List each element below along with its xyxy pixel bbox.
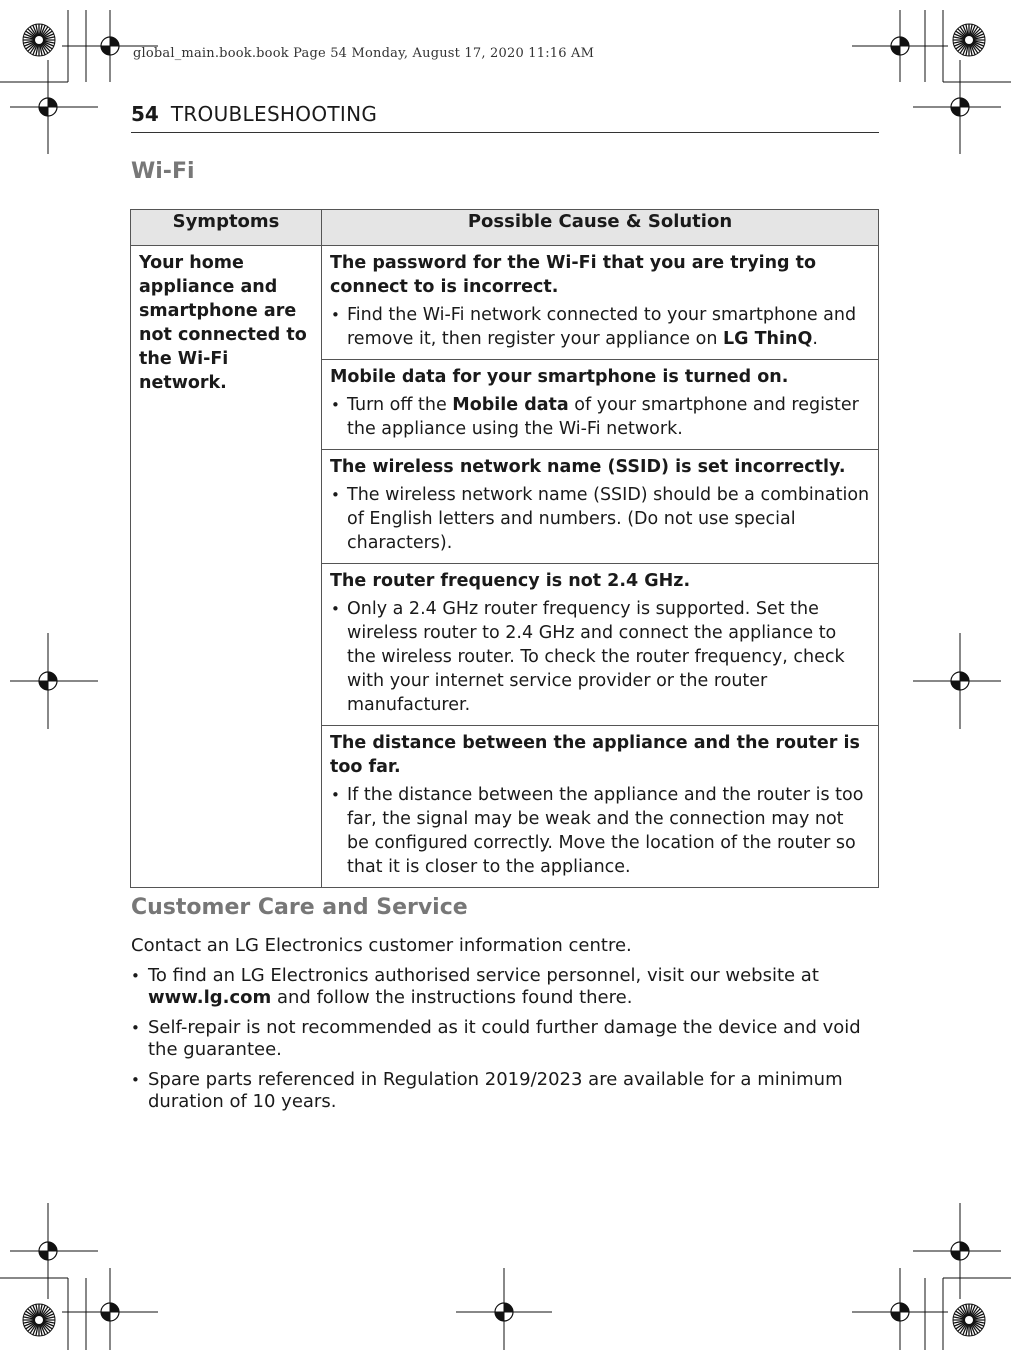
customer-care-list (131, 965, 881, 1121)
troubleshooting-table (130, 209, 879, 888)
symptom-cell: Your home appliance and smartphone are not connected to the Wi-Fi network. (131, 246, 322, 888)
list-item-text: To find an LG Electronics authorised service personnel, visit our website at (148, 965, 819, 986)
solution-text-end: of your smartphone and register the appliance using the Wi-Fi network. (347, 395, 859, 439)
chapter-title: TROUBLESHOOTING (170, 102, 378, 126)
solution-cell (322, 246, 879, 360)
solution-cell (322, 564, 879, 726)
list-item: • Spare parts referenced in Regulation 2019/2023 are available for a minimum duration of 10 years. (131, 1069, 881, 1113)
cause-text: The distance between the appliance and the router is too far. (330, 733, 860, 777)
running-header (131, 101, 879, 133)
page-number: 54 (131, 102, 159, 126)
list-item: • Self-repair is not recommended as it could further damage the device and void the guarantee. (131, 1017, 881, 1061)
solution-text-end: . (812, 329, 818, 349)
solution-item: • The wireless network name (SSID) should be a combination of English letters and numbers. (Do not use special characters). (330, 483, 870, 555)
solution-list (330, 597, 870, 717)
cause-text: The wireless network name (SSID) is set incorrectly. (330, 457, 846, 477)
wifi-section-title: Wi-Fi (131, 159, 195, 184)
solution-item: • Only a 2.4 GHz router frequency is supported. Set the wireless router to 2.4 GHz and connect the appliance to the wireless router. To check the router frequency, check with your internet service provider or the router manufacturer. (330, 597, 870, 717)
solution-text: Turn off the (347, 395, 453, 415)
solution-cell (322, 360, 879, 450)
solution-item (330, 303, 870, 351)
solution-list (330, 783, 870, 879)
customer-care-intro: Contact an LG Electronics customer information centre. (131, 935, 632, 956)
solution-cell (322, 450, 879, 564)
table-header-row (131, 210, 879, 246)
app-name: LG ThinQ (723, 329, 813, 349)
solution-item (330, 393, 870, 441)
solution-cell (322, 726, 879, 888)
cause-text: The password for the Wi-Fi that you are trying to connect to is incorrect. (330, 253, 817, 297)
table-row (131, 246, 879, 360)
solution-list (330, 303, 870, 351)
cause-text: The router frequency is not 2.4 GHz. (330, 571, 691, 591)
list-item (131, 965, 881, 1009)
solution-text: Find the Wi-Fi network connected to your smartphone and remove it, then register your appliance on (347, 305, 857, 349)
list-item-text-end: and follow the instructions found there. (271, 987, 633, 1008)
solution-header: Possible Cause & Solution (322, 210, 879, 246)
solution-list (330, 483, 870, 555)
website-link[interactable]: www.lg.com (148, 987, 272, 1008)
print-slug: global_main.book.book Page 54 Monday, August 17, 2020 11:16 AM (133, 46, 595, 61)
setting-name: Mobile data (452, 395, 569, 415)
cause-text: Mobile data for your smartphone is turned on. (330, 367, 789, 387)
symptoms-header: Symptoms (131, 210, 322, 246)
solution-item: • If the distance between the appliance and the router is too far, the signal may be weak and the connection may not be configured correctly. Move the location of the router so that it is closer to the appliance. (330, 783, 870, 879)
customer-care-title: Customer Care and Service (131, 895, 468, 920)
solution-list (330, 393, 870, 441)
